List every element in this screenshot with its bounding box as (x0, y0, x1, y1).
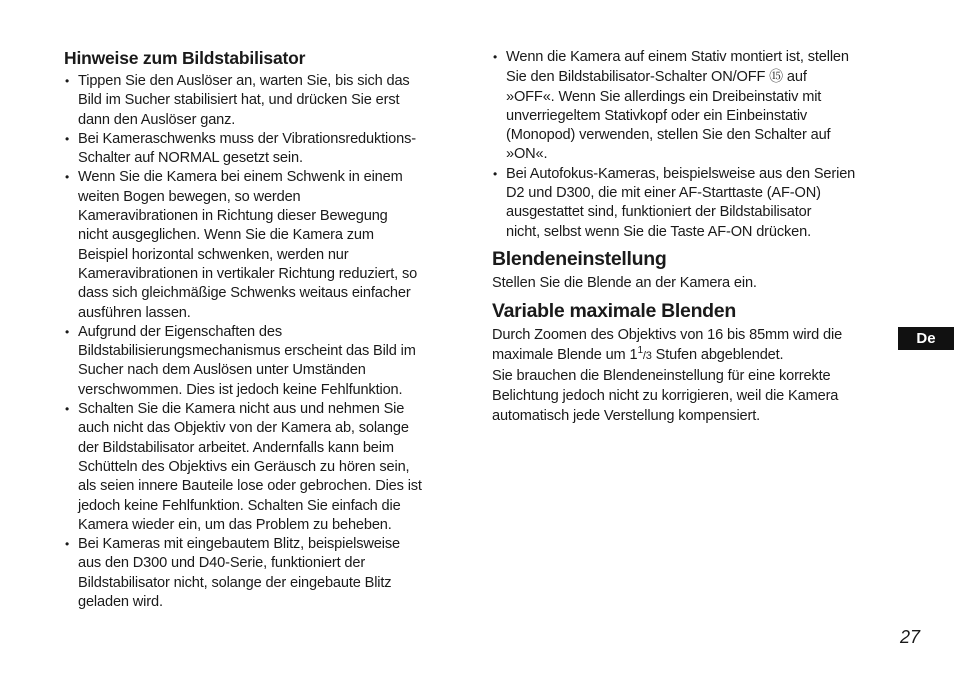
list-item (64, 130, 464, 169)
bullet-icon: • (65, 324, 70, 339)
list-item-text: Bei Autofokus-Kameras, beispielsweise aus den Serien D2 und D300, die mit einer AF-Starttaste (AF-ON) ausgestattet sind, funktioniert der Bildstabilisator nicht, selbst wenn Sie die Taste AF-ON drücken. (506, 165, 856, 240)
bullet-icon: • (493, 50, 498, 64)
bullet-icon: • (65, 131, 70, 146)
list-item-text: Bei Kameras mit eingebautem Blitz, beispielsweise aus den D300 und D40-Serie, funktioniert der Bildstabilisator nicht, solange der eingebaute Blitz geladen wird. (78, 536, 400, 611)
language-tab: De (898, 327, 954, 350)
list-item (492, 48, 892, 165)
list-item (492, 165, 892, 242)
bullet-icon: • (493, 166, 498, 181)
list-item-text: Schalten Sie die Kamera nicht aus und nehmen Sie auch nicht das Objektiv von der Kamera ab, solange der Bildstabilisator arbeitet. Andernfalls kann beim Schütteln des Objektivs ein Geräusch zu hören sein, als seien innere Bauteile lose oder gebrochen. Dies ist jedoch keine Fehlfunktion. Schalten Sie einfach die Kamera wieder ein, um das Problem zu beheben. (78, 401, 422, 533)
switch-number-15-icon: ⑮ (769, 68, 783, 85)
bullet-icon: • (65, 170, 70, 185)
list-item (64, 400, 464, 535)
list-item (64, 168, 464, 322)
paragraph-line: Stufen abgeblendet. (651, 346, 784, 363)
section-heading-variable-aperture: Variable maximale Blenden (492, 300, 736, 322)
compensation-paragraph: Sie brauchen die Blendeneinstellung für eine korrekte Belichtung jedoch nicht zu korrigieren, weil die Kamera automatisch jede Verstellung kompensiert. (492, 368, 839, 424)
paragraph-line: Durch Zoomen des Objektivs von 16 bis 85mm wird die (492, 327, 843, 343)
list-item-text: Aufgrund der Eigenschaften des Bildstabilisierungsmechanismus erscheint das Bild im Sucher nach dem Auslösen unter Umständen verschwommen. Dies ist jedoch keine Fehlfunktion. (78, 323, 416, 398)
tripod-notes-list (492, 48, 892, 242)
section-heading-stabilizer-notes: Hinweise zum Bildstabilisator (64, 48, 306, 68)
bullet-icon: • (65, 74, 70, 88)
variable-aperture-paragraph (492, 326, 892, 367)
stabilizer-notes-list (64, 72, 464, 612)
list-item-text: auf »OFF«. Wenn Sie allerdings ein Dreibeinstativ mit unverriegeltem Stativkopf oder ein Einbeinstativ (Monopod) verwenden, stellen Sie den Schalter auf »ON«. (506, 69, 831, 163)
list-item-text: Tippen Sie den Auslöser an, warten Sie, bis sich das Bild im Sucher stabilisiert hat, und drücken Sie erst dann den Auslöser ganz. (78, 73, 410, 128)
fraction-numerator: 1 (637, 344, 643, 356)
page-number: 27 (899, 627, 920, 647)
aperture-paragraph: Stellen Sie die Blende an der Kamera ein. (492, 275, 757, 291)
paragraph-line: maximale Blende um 1 (492, 346, 638, 363)
list-item (64, 72, 464, 130)
bullet-icon: • (65, 537, 70, 552)
list-item-text: Wenn Sie die Kamera bei einem Schwenk in einem weiten Bogen bewegen, so werden Kameravibrationen in Richtung dieser Bewegung nicht ausgeglichen. Wenn Sie die Kamera zum Beispiel horizontal schwenken, werden nur Kameravibrationen in vertikaler Richtung reduziert, so dass sich gleichmäßige Schwenks weitaus einfacher ausführen lassen. (78, 169, 418, 321)
list-item (64, 535, 464, 612)
list-item (64, 323, 464, 400)
section-heading-aperture: Blendeneinstellung (492, 248, 667, 270)
fraction-denominator: /3 (642, 349, 652, 362)
bullet-icon: • (65, 402, 70, 417)
list-item-text: Wenn die Kamera auf einem Stativ montiert ist, stellen Sie den Bildstabilisator-Schalter ON/OFF (506, 49, 849, 86)
list-item-text: Bei Kameraschwenks muss der Vibrationsreduktions- Schalter auf NORMAL gesetzt sein. (78, 130, 416, 167)
